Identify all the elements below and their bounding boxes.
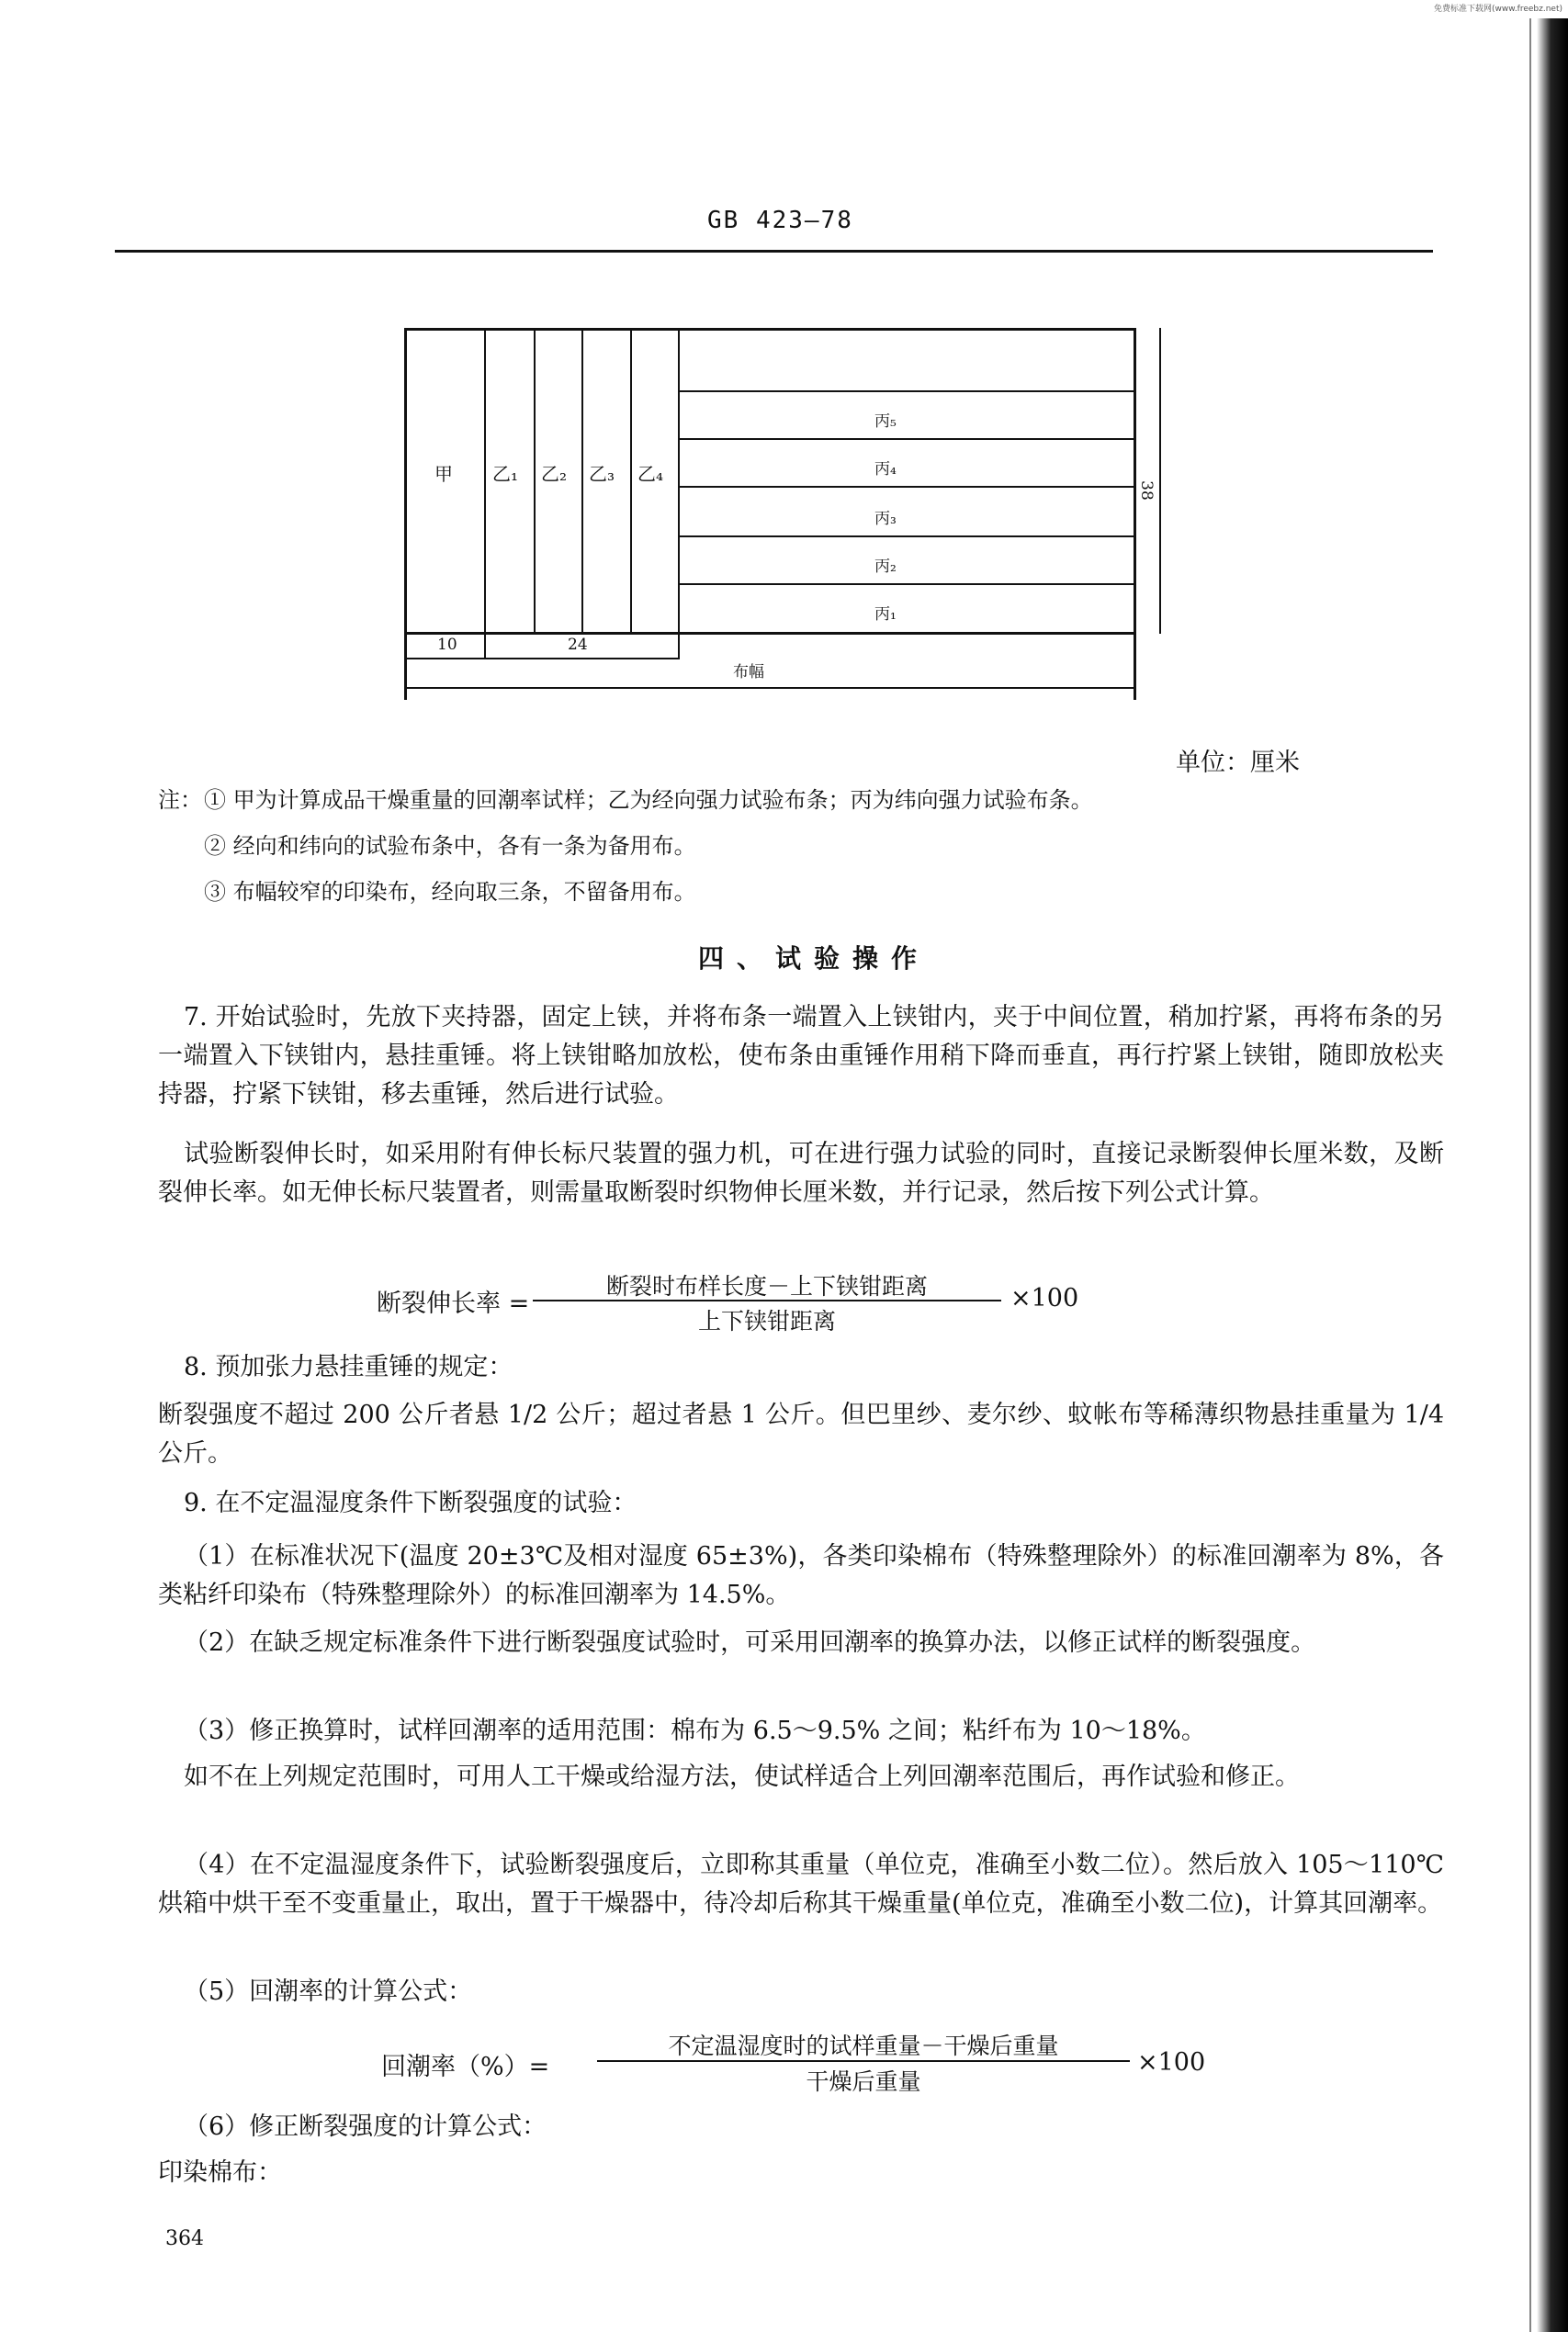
note-item: ② 经向和纬向的试验布条中，各有一条为备用布。 xyxy=(204,833,696,859)
paragraph-9-6: （6）修正断裂强度的计算公式： xyxy=(184,2112,547,2141)
diagram-divider xyxy=(484,328,486,659)
watermark: 免费标准下载网(www.freebz.net) xyxy=(1434,5,1562,14)
formula-tail: ×100 xyxy=(1137,2048,1206,2077)
diagram-divider xyxy=(581,328,583,634)
diagram-strip-line xyxy=(678,390,1134,392)
label-yi-4: 乙₄ xyxy=(637,463,664,485)
label-yi-1: 乙₁ xyxy=(492,463,519,485)
paragraph-9-3b: 如不在上列规定范围时，可用人工干燥或给湿方法，使试样适合上列回潮率范围后，再作试验和修正。 xyxy=(184,1763,1300,1791)
label-bing-3: 丙₃ xyxy=(874,510,897,528)
formula-lhs: 断裂伸长率 = xyxy=(377,1290,530,1318)
label-bing-2: 丙₂ xyxy=(874,558,897,576)
notes-label: 注： xyxy=(158,787,202,813)
diagram-top-border xyxy=(404,328,1136,331)
dimension-label-38: 38 xyxy=(1136,480,1156,501)
paragraph-8: 8. 预加张力悬挂重锤的规定： xyxy=(184,1353,513,1381)
label-bing-4: 丙₄ xyxy=(874,460,897,479)
diagram-strip-line xyxy=(678,486,1134,488)
formula-denominator: 上下铗钳距离 xyxy=(697,1308,836,1335)
note-item: ① 甲为计算成品干燥重量的回潮率试样；乙为经向强力试验布条；丙为纬向强力试验布条。 xyxy=(204,787,1093,813)
dimension-line-38 xyxy=(1159,328,1161,634)
dimension-label-cloth-width: 布幅 xyxy=(733,663,764,682)
formula-numerator: 不定温湿度时的试样重量－干燥后重量 xyxy=(668,2033,1059,2059)
paragraph-9-6b: 印染棉布： xyxy=(158,2158,282,2187)
diagram-left-border xyxy=(404,328,407,700)
label-yi-2: 乙₂ xyxy=(541,463,568,485)
paragraph-9-1: （1）在标准状况下(温度 20±3℃及相对湿度 65±3%)，各类印染棉布（特殊整理除外）的标准回潮率为 8%，各类粘纤印染布（特殊整理除外）的标准回潮率为 14.5%。 xyxy=(158,1542,1444,1609)
unit-label: 单位：厘米 xyxy=(1176,749,1300,777)
section-title: 四、试验操作 xyxy=(698,943,931,974)
formula-numerator: 断裂时布样长度－上下铗钳距离 xyxy=(605,1273,928,1300)
diagram-strip-line xyxy=(678,535,1134,537)
paragraph-9-3: （3）修正换算时，试样回潮率的适用范围：棉布为 6.5～9.5% 之间；粘纤布为 10～18%。 xyxy=(184,1717,1206,1745)
diagram-strip-line xyxy=(678,438,1134,440)
diagram-bottom-border xyxy=(404,632,1136,635)
paragraph-7: 7. 开始试验时，先放下夹持器，固定上铗，并将布条一端置入上铗钳内，夹于中间位置，稍加拧紧，再将布条的另一端置入下铗钳内，悬挂重锤。将上铗钳略加放松，使布条由重锤作用稍下降而垂直，再行拧紧上铗钳，随即放松夹持器，拧紧下铗钳，移去重锤，然后进行试验。 xyxy=(158,1003,1444,1109)
fraction-bar xyxy=(597,2060,1130,2062)
formula-lhs: 回潮率（%）= xyxy=(381,2053,550,2081)
page-header: GB 423—78 xyxy=(707,207,853,234)
label-bing-5: 丙₅ xyxy=(874,412,897,431)
formula-tail: ×100 xyxy=(1010,1284,1079,1312)
label-bing-1: 丙₁ xyxy=(874,605,897,624)
paragraph-9-2: （2）在缺乏规定标准条件下进行断裂强度试验时，可采用回潮率的换算办法，以修正试样的断裂强度。 xyxy=(184,1628,1316,1657)
dimension-line-width xyxy=(404,687,1136,689)
diagram-divider xyxy=(534,328,536,634)
dimension-label-10: 10 xyxy=(437,636,457,654)
dimension-line-10-24 xyxy=(404,658,680,659)
paragraph-9: 9. 在不定温湿度条件下断裂强度的试验： xyxy=(184,1489,637,1517)
notes xyxy=(158,777,1093,915)
header-rule xyxy=(115,250,1433,253)
paragraph-8b: 断裂强度不超过 200 公斤者悬 1/2 公斤；超过者悬 1 公斤。但巴里纱、麦尔纱、蚊帐布等稀薄织物悬挂重量为 1/4 公斤。 xyxy=(158,1401,1444,1468)
note-item: ③ 布幅较窄的印染布，经向取三条，不留备用布。 xyxy=(204,879,696,905)
paragraph-9-4: （4）在不定温湿度条件下，试验断裂强度后，立即称其重量（单位克，准确至小数二位）。然后放入 105～110℃烘箱中烘干至不变重量止，取出，置于干燥器中，待冷却后称其干燥重量(单位克，准确至小数二位)，计算其回潮率。 xyxy=(158,1851,1444,1918)
label-jia: 甲 xyxy=(434,463,453,485)
scan-edge-line xyxy=(1529,18,1531,2332)
diagram-divider xyxy=(678,328,680,659)
diagram-divider xyxy=(630,328,632,634)
label-yi-3: 乙₃ xyxy=(589,463,615,485)
formula-denominator: 干燥后重量 xyxy=(806,2068,921,2095)
paragraph-9-5: （5）回潮率的计算公式： xyxy=(184,1977,473,2006)
dimension-label-24: 24 xyxy=(568,636,588,654)
diagram-right-border xyxy=(1134,328,1136,700)
paragraph-7b: 试验断裂伸长时，如采用附有伸长标尺装置的强力机，可在进行强力试验的同时，直接记录断裂伸长厘米数，及断裂伸长率。如无伸长标尺装置者，则需量取断裂时织物伸长厘米数，并行记录，然后按下列公式计算。 xyxy=(158,1140,1444,1207)
diagram-strip-line xyxy=(678,583,1134,585)
scan-edge xyxy=(1537,18,1568,2332)
page-number: 364 xyxy=(165,2227,204,2250)
fraction-bar xyxy=(533,1300,1001,1301)
